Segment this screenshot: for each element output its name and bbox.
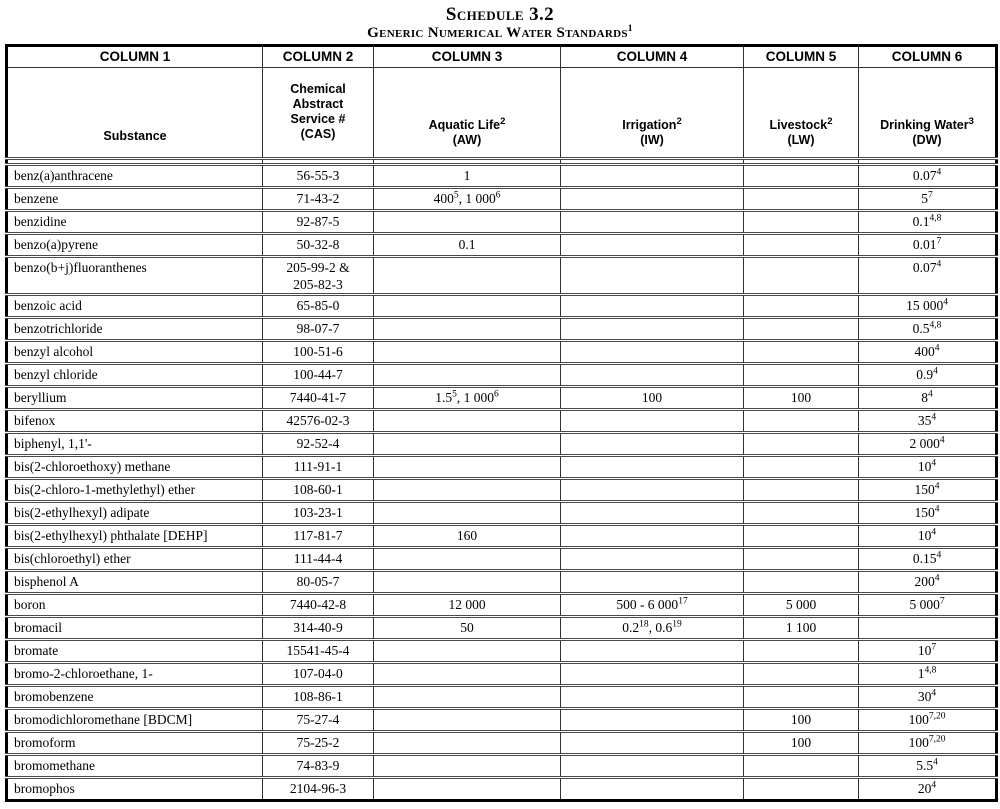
cas-cell: 71-43-2: [263, 188, 374, 211]
iw-cell: [561, 548, 744, 571]
substance-cell: benzyl chloride: [7, 364, 263, 387]
table-row: [7, 686, 997, 709]
iw-cell: [561, 188, 744, 211]
table-row: [7, 640, 997, 663]
substance-cell: bisphenol A: [7, 571, 263, 594]
cas-cell: 108-86-1: [263, 686, 374, 709]
field-header-cas: Chemical Abstract Service # (CAS): [263, 68, 374, 159]
dw-cell: $0.9^4$: [859, 364, 997, 387]
aw-cell: [374, 456, 561, 479]
aw-cell: 50: [374, 617, 561, 640]
iw-cell: 500 - 6 $000^{17}$: [561, 594, 744, 617]
aw-cell: 0.1: [374, 234, 561, 257]
dw-cell: 5 $000^7$: [859, 594, 997, 617]
cas-cell: 107-04-0: [263, 663, 374, 686]
substance-cell: bromoform: [7, 732, 263, 755]
aw-cell: 12 000: [374, 594, 561, 617]
iw-cell: [561, 571, 744, 594]
lw-cell: [744, 686, 859, 709]
table-row: [7, 755, 997, 778]
cas-cell: 56-55-3: [263, 165, 374, 188]
aw-cell: [374, 640, 561, 663]
substance-cell: bromacil: [7, 617, 263, 640]
table-row: [7, 617, 997, 640]
aw-cell: 1: [374, 165, 561, 188]
aw-cell: [374, 686, 561, 709]
field-header-iw: Irrigation$^2$ (IW): [561, 68, 744, 159]
iw-cell: [561, 211, 744, 234]
aw-cell: [374, 211, 561, 234]
dw-cell: $400^4$: [859, 341, 997, 364]
table-row: [7, 594, 997, 617]
table-row: [7, 502, 997, 525]
dw-cell: $10^7$: [859, 640, 997, 663]
substance-cell: bis(2-ethylhexyl) phthalate [DEHP]: [7, 525, 263, 548]
dw-cell: $10^4$: [859, 525, 997, 548]
substance-cell: benz(a)anthracene: [7, 165, 263, 188]
lw-cell: [744, 663, 859, 686]
dw-cell: 2 $000^4$: [859, 433, 997, 456]
table-row: [7, 456, 997, 479]
aw-cell: [374, 410, 561, 433]
cas-cell: 111-44-4: [263, 548, 374, 571]
lw-cell: [744, 433, 859, 456]
column-header-1: COLUMN 1: [7, 46, 263, 68]
lw-cell: 100: [744, 387, 859, 410]
cas-cell: 98-07-7: [263, 318, 374, 341]
field-header-aw: Aquatic Life$^2$ (AW): [374, 68, 561, 159]
cas-cell: 103-23-1: [263, 502, 374, 525]
table-row: [7, 525, 997, 548]
table-row: [7, 709, 997, 732]
substance-cell: bromodichloromethane [BDCM]: [7, 709, 263, 732]
lw-cell: [744, 211, 859, 234]
lw-cell: [744, 778, 859, 801]
lw-cell: [744, 640, 859, 663]
iw-cell: [561, 318, 744, 341]
iw-cell: [561, 502, 744, 525]
column-header-5: COLUMN 5: [744, 46, 859, 68]
field-header-row: [7, 68, 997, 159]
table-row: [7, 295, 997, 318]
lw-cell: 5 000: [744, 594, 859, 617]
column-header-3: COLUMN 3: [374, 46, 561, 68]
table-body: [7, 159, 997, 801]
aw-cell: [374, 364, 561, 387]
aw-cell: $1.5^5$, 1 $000^6$: [374, 387, 561, 410]
iw-cell: [561, 433, 744, 456]
dw-cell: $10^4$: [859, 456, 997, 479]
table-row: [7, 211, 997, 234]
aw-cell: [374, 755, 561, 778]
lw-cell: [744, 364, 859, 387]
table-row: [7, 234, 997, 257]
dw-cell: $30^4$: [859, 686, 997, 709]
aw-cell: [374, 318, 561, 341]
dw-cell: 0.01$^7$: [859, 234, 997, 257]
dw-cell: 0.15$^4$: [859, 548, 997, 571]
aw-cell: [374, 709, 561, 732]
lw-cell: [744, 257, 859, 295]
cas-cell: 117-81-7: [263, 525, 374, 548]
substance-cell: bromate: [7, 640, 263, 663]
iw-cell: [561, 341, 744, 364]
dw-cell: [859, 617, 997, 640]
iw-cell: 100: [561, 387, 744, 410]
lw-cell: [744, 502, 859, 525]
lw-cell: [744, 548, 859, 571]
substance-cell: bromomethane: [7, 755, 263, 778]
iw-cell: $0.2^{18}$, $0.6^{19}$: [561, 617, 744, 640]
cas-cell: 65-85-0: [263, 295, 374, 318]
substance-cell: benzotrichloride: [7, 318, 263, 341]
cas-cell: 314-40-9: [263, 617, 374, 640]
dw-cell: $8^4$: [859, 387, 997, 410]
table-row: [7, 433, 997, 456]
column-header-4: COLUMN 4: [561, 46, 744, 68]
aw-cell: $400^5$, 1 $000^6$: [374, 188, 561, 211]
iw-cell: [561, 686, 744, 709]
dw-cell: 0.07$^4$: [859, 257, 997, 295]
lw-cell: [744, 525, 859, 548]
cas-cell: 74-83-9: [263, 755, 374, 778]
aw-cell: [374, 732, 561, 755]
dw-cell: $200^4$: [859, 571, 997, 594]
substance-cell: benzidine: [7, 211, 263, 234]
substance-cell: bromophos: [7, 778, 263, 801]
aw-cell: [374, 295, 561, 318]
cas-cell: 108-60-1: [263, 479, 374, 502]
aw-cell: [374, 571, 561, 594]
substance-cell: bis(2-chloro-1-methylethyl) ether: [7, 479, 263, 502]
cas-cell: 15541-45-4: [263, 640, 374, 663]
dw-cell: $150^4$: [859, 479, 997, 502]
lw-cell: [744, 755, 859, 778]
cas-cell: 92-52-4: [263, 433, 374, 456]
cas-cell: 92-87-5: [263, 211, 374, 234]
dw-cell: $20^4$: [859, 778, 997, 801]
table-row: [7, 318, 997, 341]
table-row: [7, 663, 997, 686]
iw-cell: [561, 778, 744, 801]
substance-cell: bis(chloroethyl) ether: [7, 548, 263, 571]
table-row: [7, 165, 997, 188]
aw-cell: [374, 341, 561, 364]
iw-cell: [561, 755, 744, 778]
iw-cell: [561, 640, 744, 663]
cas-cell: 2104-96-3: [263, 778, 374, 801]
document-subtitle: Generic Numerical Water Standards$^1$: [367, 24, 633, 41]
dw-cell: $5^7$: [859, 188, 997, 211]
substance-cell: beryllium: [7, 387, 263, 410]
iw-cell: [561, 234, 744, 257]
cas-cell: 7440-42-8: [263, 594, 374, 617]
field-header-dw: Drinking Water$^3$ (DW): [859, 68, 997, 159]
field-header-lw: Livestock$^2$ (LW): [744, 68, 859, 159]
aw-cell: [374, 502, 561, 525]
dw-cell: 100$^{7,20}$: [859, 732, 997, 755]
lw-cell: [744, 295, 859, 318]
table-row: [7, 257, 997, 295]
cas-cell: 100-51-6: [263, 341, 374, 364]
iw-cell: [561, 709, 744, 732]
cas-cell: 7440-41-7: [263, 387, 374, 410]
table-row: [7, 732, 997, 755]
iw-cell: [561, 456, 744, 479]
substance-cell: benzyl alcohol: [7, 341, 263, 364]
lw-cell: [744, 571, 859, 594]
lw-cell: [744, 456, 859, 479]
column-header-6: COLUMN 6: [859, 46, 997, 68]
cas-cell: 100-44-7: [263, 364, 374, 387]
iw-cell: [561, 732, 744, 755]
dw-cell: $5.5^4$: [859, 755, 997, 778]
column-header-2: COLUMN 2: [263, 46, 374, 68]
dw-cell: 0.5$^{4,8}$: [859, 318, 997, 341]
document-title: Schedule 3.2: [445, 4, 555, 25]
aw-cell: [374, 257, 561, 295]
lw-cell: [744, 410, 859, 433]
aw-cell: [374, 433, 561, 456]
iw-cell: [561, 295, 744, 318]
lw-cell: 1 100: [744, 617, 859, 640]
lw-cell: [744, 234, 859, 257]
table-row: [7, 387, 997, 410]
column-header-row: [7, 46, 997, 68]
dw-cell: 0.07$^4$: [859, 165, 997, 188]
substance-cell: biphenyl, 1,1'-: [7, 433, 263, 456]
table-row: [7, 548, 997, 571]
aw-cell: [374, 479, 561, 502]
cas-cell: 111-91-1: [263, 456, 374, 479]
iw-cell: [561, 663, 744, 686]
table-row: [7, 341, 997, 364]
cas-cell: 50-32-8: [263, 234, 374, 257]
table-row: [7, 571, 997, 594]
dw-cell: $150^4$: [859, 502, 997, 525]
cas-cell: 80-05-7: [263, 571, 374, 594]
substance-cell: bis(2-ethylhexyl) adipate: [7, 502, 263, 525]
dw-cell: 100$^{7,20}$: [859, 709, 997, 732]
lw-cell: 100: [744, 709, 859, 732]
cas-cell: 75-25-2: [263, 732, 374, 755]
aw-cell: 160: [374, 525, 561, 548]
lw-cell: [744, 188, 859, 211]
substance-cell: benzo(b+j)fluoranthenes: [7, 257, 263, 295]
dw-cell: 0.1$^{4,8}$: [859, 211, 997, 234]
iw-cell: [561, 525, 744, 548]
table-row: [7, 778, 997, 801]
iw-cell: [561, 257, 744, 295]
cas-cell: 42576-02-3: [263, 410, 374, 433]
table-row: [7, 364, 997, 387]
field-header-substance: Substance: [7, 68, 263, 159]
lw-cell: [744, 479, 859, 502]
lw-cell: [744, 341, 859, 364]
substance-cell: bis(2-chloroethoxy) methane: [7, 456, 263, 479]
lw-cell: [744, 318, 859, 341]
aw-cell: [374, 778, 561, 801]
substance-cell: boron: [7, 594, 263, 617]
lw-cell: [744, 165, 859, 188]
table-row: [7, 410, 997, 433]
substance-cell: benzo(a)pyrene: [7, 234, 263, 257]
cas-cell: 75-27-4: [263, 709, 374, 732]
iw-cell: [561, 165, 744, 188]
iw-cell: [561, 364, 744, 387]
water-standards-table: [5, 44, 998, 802]
substance-cell: bifenox: [7, 410, 263, 433]
dw-cell: $35^4$: [859, 410, 997, 433]
table-row: [7, 188, 997, 211]
substance-cell: bromobenzene: [7, 686, 263, 709]
substance-cell: benzoic acid: [7, 295, 263, 318]
iw-cell: [561, 479, 744, 502]
dw-cell: 1$^{4,8}$: [859, 663, 997, 686]
dw-cell: 15 $000^4$: [859, 295, 997, 318]
cas-cell: 205-99-2 & 205-82-3: [263, 257, 374, 295]
substance-cell: benzene: [7, 188, 263, 211]
aw-cell: [374, 663, 561, 686]
iw-cell: [561, 410, 744, 433]
table-row: [7, 479, 997, 502]
aw-cell: [374, 548, 561, 571]
substance-cell: bromo-2-chloroethane, 1-: [7, 663, 263, 686]
lw-cell: 100: [744, 732, 859, 755]
